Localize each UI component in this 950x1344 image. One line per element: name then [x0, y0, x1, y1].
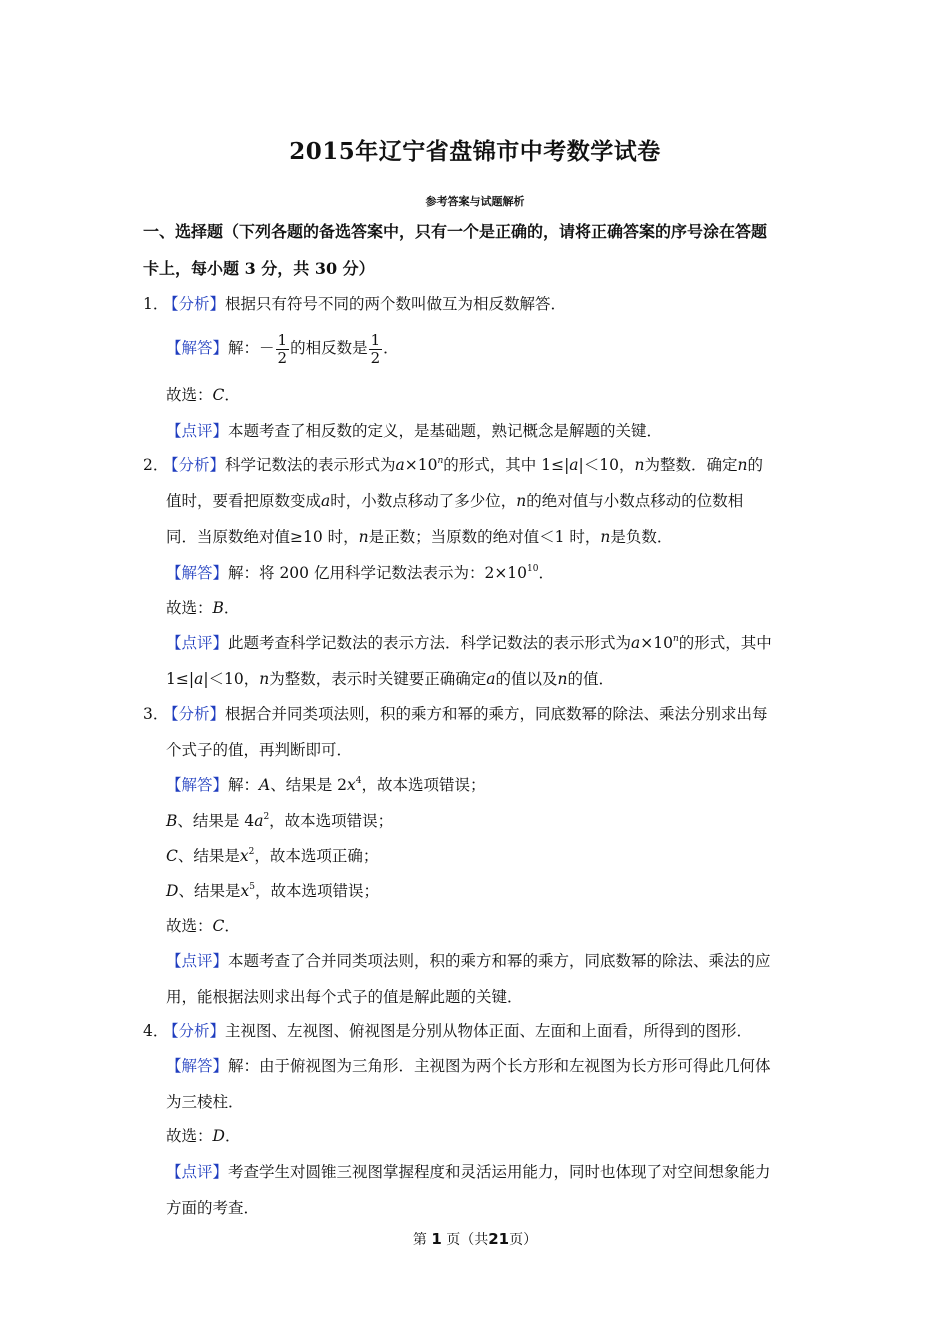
- q2-comment-2-mid3: 的值以及: [495, 670, 558, 688]
- var-n: n: [358, 528, 369, 546]
- page-subtitle: 参考答案与试题解析: [425, 195, 525, 208]
- page-number: 1: [431, 1230, 442, 1248]
- q2-answer-end: ．: [538, 564, 554, 582]
- var-a: a: [395, 456, 405, 474]
- q3-a-end: ，故本选项错误；: [361, 776, 486, 794]
- comment-tag: 【点评】: [166, 634, 229, 652]
- q3-analysis-line-1: [143, 704, 768, 724]
- q3-b-end: ，故本选项错误；: [269, 812, 394, 830]
- q4-answer-line-1: [166, 1056, 771, 1076]
- q4-comment-text-1: 考查学生对圆锥三视图掌握程度和灵活运用能力，同时也体现了对空间想象能力: [228, 1163, 771, 1181]
- var-n: n: [557, 670, 568, 688]
- section-heading-line-1: 一、选择题（下列各题的备选答案中，只有一个是正确的，请将正确答案的序号涂在答题: [143, 222, 768, 241]
- exponent: 2: [248, 847, 255, 857]
- footer-middle: 页（共: [446, 1232, 489, 1248]
- q1-fraction-1: [276, 332, 290, 367]
- q1-analysis-line: [143, 294, 566, 314]
- comment-tag: 【点评】: [166, 1163, 229, 1181]
- q2-analysis-tail4: 的: [747, 456, 763, 474]
- q1-comment-text: 本题考查了相反数的定义，是基础题，熟记概念是解题的关键．: [228, 422, 663, 440]
- var-n: n: [516, 492, 527, 510]
- total-pages: 21: [488, 1230, 510, 1248]
- q2-comment-tail: 的形式，其中: [678, 634, 772, 652]
- q3-answer-line-a: [166, 775, 486, 795]
- q3-number: 3．: [143, 705, 169, 723]
- comment-tag: 【点评】: [166, 422, 229, 440]
- q3-answer-line-c: [166, 846, 378, 866]
- q4-answer-line-2: 为三棱柱．: [166, 1093, 244, 1111]
- q2-choice: B: [212, 599, 224, 617]
- var-a: a: [631, 634, 641, 652]
- choice-end: ．: [224, 1127, 241, 1145]
- var-x: x: [240, 882, 250, 900]
- q3-analysis-line-2: 个式子的值，再判断即可．: [166, 741, 353, 759]
- var-n: n: [600, 528, 611, 546]
- q2-comment-2-mid: |＜10，: [203, 670, 260, 688]
- fraction-numerator: 1: [277, 330, 288, 349]
- q3-comment-line-2: 用，能根据法则求出每个式子的值是解此题的关键．: [166, 988, 523, 1006]
- exponent: 5: [249, 882, 255, 892]
- q2-answer-text: 解：将 200 亿用科学记数法表示为：2×10: [228, 564, 528, 582]
- fraction-denominator: 2: [370, 348, 381, 367]
- q3-choice: C: [212, 917, 225, 935]
- q3-comment-text-1: 本题考查了合并同类项法则，积的乘方和幂的乘方，同底数幂的除法、乘法的应: [228, 952, 771, 970]
- fraction-numerator: 1: [370, 330, 381, 349]
- var-a: a: [569, 456, 579, 474]
- q2-analysis-2-end: 的绝对值与小数点移动的位数相: [526, 492, 744, 510]
- section-heading-line-2: 卡上，每小题 3 分，共 30 分）: [143, 259, 375, 278]
- q1-analysis-text: 根据只有符号不同的两个数叫做互为相反数解答．: [225, 295, 567, 313]
- q4-choice: D: [212, 1127, 225, 1145]
- answer-tag: 【解答】: [166, 776, 229, 794]
- q1-answer-line: [166, 330, 399, 367]
- q2-analysis-text: 科学记数法的表示形式为: [225, 456, 396, 474]
- q4-comment-line-1: [166, 1162, 771, 1182]
- analysis-tag: 【分析】: [163, 705, 226, 723]
- q3-d-end: ，故本选项错误；: [254, 882, 379, 900]
- q4-analysis-text: 主视图、左视图、俯视图是分别从物体正面、左面和上面看，所得到的图形．: [225, 1022, 753, 1040]
- choice-end: ．: [223, 599, 240, 617]
- choice-prefix: 故选：: [166, 599, 213, 617]
- exponent: 4: [355, 776, 362, 786]
- q2-choice-line: [166, 598, 239, 618]
- choice-prefix: 故选：: [166, 1127, 213, 1145]
- var-n: n: [737, 456, 748, 474]
- option-letter: D: [166, 882, 179, 900]
- q2-analysis-2-pre: 值时，要看把原数变成: [166, 492, 322, 510]
- q3-answer-line-d: [166, 881, 379, 901]
- q2-analysis-3-end: 是负数．: [610, 528, 673, 546]
- q2-analysis-2-mid: 时，小数点移动了多少位，: [330, 492, 517, 510]
- q3-answer-line-b: [166, 811, 393, 831]
- answer-tag: 【解答】: [166, 339, 229, 357]
- q2-comment-line-2: [166, 669, 614, 689]
- q1-comment-line: [166, 421, 662, 441]
- q3-c-end: ，故本选项正确；: [254, 847, 379, 865]
- q4-comment-line-2: 方面的考查．: [166, 1199, 260, 1217]
- q3-b-mid: 、结果是 4: [177, 812, 255, 830]
- exponent: 2: [263, 812, 270, 822]
- q1-answer-prefix: 解：－: [228, 339, 275, 357]
- q2-analysis-tail2: |＜10，: [578, 456, 635, 474]
- answer-tag: 【解答】: [166, 564, 229, 582]
- q1-choice: C: [212, 386, 225, 404]
- analysis-tag: 【分析】: [163, 295, 226, 313]
- q3-answer-prefix: 解：: [228, 776, 260, 794]
- page-footer: [0, 1229, 950, 1249]
- analysis-tag: 【分析】: [163, 1022, 226, 1040]
- var-n: n: [259, 670, 270, 688]
- q2-answer-line: [166, 563, 554, 583]
- option-letter: A: [259, 776, 271, 794]
- answer-tag: 【解答】: [166, 1057, 229, 1075]
- q3-analysis-text-1: 根据合并同类项法则，积的乘方和幂的乘方，同底数幂的除法、乘法分别求出每: [225, 705, 768, 723]
- choice-end: ．: [224, 386, 240, 404]
- choice-end: ．: [224, 917, 240, 935]
- q2-analysis-line-2: [166, 491, 743, 511]
- q2-comment-2-end: 的值．: [567, 670, 615, 688]
- q3-d-mid: 、结果是: [178, 882, 241, 900]
- times-ten: ×10: [640, 634, 673, 652]
- q1-number: 1．: [143, 295, 169, 313]
- analysis-tag: 【分析】: [163, 456, 226, 474]
- q4-number: 4．: [143, 1022, 169, 1040]
- q4-analysis-line: [143, 1021, 752, 1041]
- var-x: x: [239, 847, 249, 865]
- q2-analysis-tail: 的形式，其中 1≤|: [443, 456, 570, 474]
- exponent-n: n: [673, 634, 679, 644]
- q2-analysis-tail3: 为整数．确定: [644, 456, 738, 474]
- var-n: n: [634, 456, 645, 474]
- q2-answer-exponent: 10: [527, 564, 539, 574]
- choice-prefix: 故选：: [166, 386, 213, 404]
- q3-a-mid: 、结果是 2: [270, 776, 348, 794]
- q2-comment-2-pre: 1≤|: [166, 670, 195, 688]
- var-a: a: [254, 812, 264, 830]
- var-a: a: [486, 670, 496, 688]
- q2-analysis-line-3: [166, 527, 672, 547]
- q1-choice-line: [166, 385, 240, 405]
- exponent-n: n: [437, 456, 444, 466]
- q2-analysis-3-mid: 是正数；当原数的绝对值＜1 时，: [368, 528, 601, 546]
- var-x: x: [347, 776, 356, 794]
- q3-comment-line-1: [166, 951, 771, 971]
- fraction-denominator: 2: [277, 348, 288, 367]
- q3-choice-line: [166, 916, 240, 936]
- q4-choice-line: [166, 1126, 240, 1146]
- var-a: a: [321, 492, 331, 510]
- q1-fraction-2: [369, 332, 383, 367]
- footer-end: 页）: [509, 1232, 538, 1248]
- choice-prefix: 故选：: [166, 917, 213, 935]
- q2-number: 2．: [143, 456, 169, 474]
- q2-comment-text: 此题考查科学记数法的表示方法．科学记数法的表示形式为: [228, 634, 632, 652]
- q2-analysis-3-pre: 同．当原数绝对值≥10 时，: [166, 528, 359, 546]
- q3-c-mid: 、结果是: [177, 847, 240, 865]
- q1-answer-mid: 的相反数是: [290, 339, 368, 357]
- option-letter: C: [166, 847, 178, 865]
- comment-tag: 【点评】: [166, 952, 229, 970]
- times-ten: ×10: [404, 456, 438, 474]
- option-letter: B: [166, 812, 178, 830]
- page-title: 2015年辽宁省盘锦市中考数学试卷: [289, 138, 661, 165]
- q1-answer-end: ．: [383, 339, 399, 357]
- q2-comment-2-mid2: 为整数，表示时关键要正确确定: [269, 670, 487, 688]
- q4-answer-text-1: 解：由于俯视图为三角形．主视图为两个长方形和左视图为长方形可得此几何体: [228, 1057, 771, 1075]
- q2-analysis-line-1: [143, 455, 763, 475]
- footer-prefix: 第: [412, 1232, 427, 1248]
- q2-comment-line-1: [166, 633, 772, 653]
- var-a: a: [194, 670, 204, 688]
